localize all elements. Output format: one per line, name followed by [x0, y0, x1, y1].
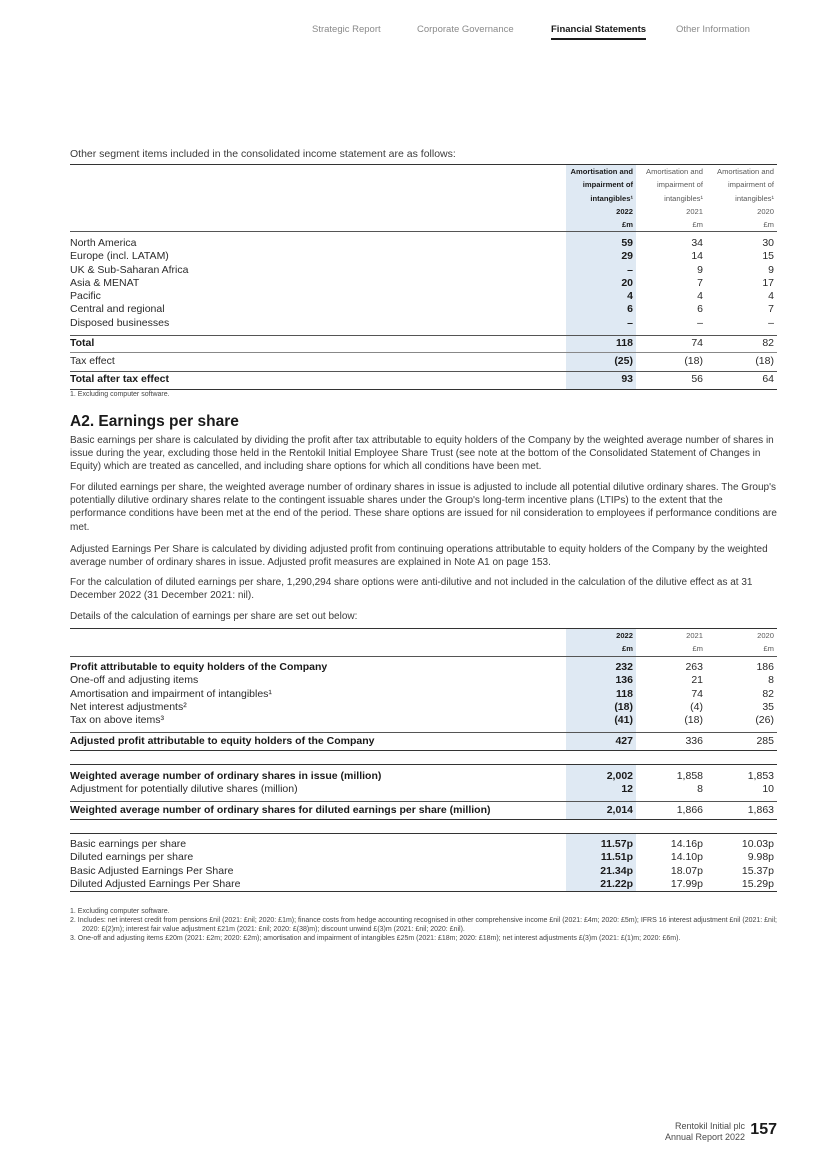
table-row: Amortisation and impairment of intangibles¹ 118 74 82 [70, 687, 774, 700]
eps-footnotes [70, 907, 777, 943]
segment-header-row [70, 165, 777, 232]
eps-paragraph-4: For the calculation of diluted earnings per share, 1,290,294 share options were anti-dilutive and not included in the calculation of the dilutive effect as at 31 December 2022 (31 December 2021: nil). [70, 577, 753, 602]
segment-footnote: 1. Excluding computer software. [70, 391, 170, 398]
table-row: Asia & MENAT 20 7 17 [70, 276, 774, 289]
segment-total-row: Total 118 74 82 [70, 335, 777, 352]
table-row: Adjustment for potentially dilutive shares (million) 12 8 10 [70, 782, 774, 795]
footnote-3: 3. One-off and adjusting items £20m (2021: £2m; 2020: £2m); amortisation and impairment of intangibles £25m (2021: £18m; 2020: £18m); net interest adjustments £(3)m (2021: £(1)m; 2020: £6m). [70, 935, 681, 942]
table-row: Net interest adjustments² (18) (4) 35 [70, 700, 774, 713]
table-row: North America 59 34 30 [70, 236, 774, 249]
top-navigation [0, 24, 825, 38]
nav-financial-statements[interactable]: Financial Statements [551, 24, 647, 35]
eps-paragraph-2: For diluted earnings per share, the weighted average number of ordinary shares in issue is adjusted to include all potential dilutive ordinary shares. The Group's potentially dilutive ordinary shares relate to the contingent issuable shares under the Group's long-term incentive plans (LTIPs) to the extent that the performance conditions have been met at the end of the period. These share options are issued for nil consideration to employees if performance conditions are met. [70, 482, 777, 533]
eps-header-2021: 2021 £m [636, 629, 706, 657]
section-heading: A2. Earnings per share [70, 413, 239, 430]
table-row: Basic earnings per share 11.57p 14.16p 10.03p [70, 838, 774, 851]
segment-table-wrapper [70, 164, 777, 390]
segment-header-2021: Amortisation and impairment of intangibles¹ 2021 £m [636, 165, 706, 232]
nav-other-information[interactable]: Other Information [676, 24, 750, 35]
table-row: Weighted average number of ordinary shares in issue (million) 2,002 1,858 1,853 [70, 769, 774, 782]
nav-strategic-report[interactable]: Strategic Report [312, 24, 381, 35]
eps-adjusted-profit-row: Adjusted profit attributable to equity holders of the Company 427 336 285 [70, 733, 777, 751]
table-row: Profit attributable to equity holders of the Company 232 263 186 [70, 661, 774, 674]
eps-header-2020: 2020 £m [706, 629, 777, 657]
segment-after-tax-row: Total after tax effect 93 56 64 [70, 371, 777, 389]
eps-paragraph-5: Details of the calculation of earnings per share are set out below: [70, 611, 358, 622]
table-row: Diluted Adjusted Earnings Per Share 21.22p 17.99p 15.29p [70, 878, 777, 892]
eps-table [70, 628, 777, 892]
eps-header-2022: 2022 £m [566, 629, 636, 657]
eps-paragraph-1: Basic earnings per share is calculated by dividing the profit after tax attributable to equity holders of the Company by the weighted average number of shares in issue during the year, excluding those held in the Rentokil Initial Employee Share Trust (see note at the bottom of the Consolidated Statement of Changes in Equity) which are treated as cancelled, and including share options for which all conditions have been met. [70, 435, 774, 473]
table-row: Basic Adjusted Earnings Per Share 21.34p 18.07p 15.37p [70, 864, 774, 877]
segment-table [70, 164, 777, 390]
eps-header-row [70, 629, 777, 657]
footnote-1: 1. Excluding computer software. [70, 908, 170, 915]
segment-header-2020: Amortisation and impairment of intangibles¹ 2020 £m [706, 165, 777, 232]
eps-table-wrapper [70, 628, 777, 892]
table-row: Central and regional 6 6 7 [70, 303, 774, 316]
footer-company: Rentokil Initial plc Annual Report 2022 [664, 1121, 745, 1142]
segment-tax-row: Tax effect (25) (18) (18) [70, 352, 777, 371]
table-row: Pacific 4 4 4 [70, 290, 774, 303]
segment-intro: Other segment items included in the consolidated income statement are as follows: [70, 148, 456, 160]
footnote-2: 2. Includes: net interest credit from pensions £nil (2021: £nil; 2020: £1m); finance costs from hedge accounting recognised in other comprehensive income £nil (2021: £4m; 2020: £5m); IFRS 16 interest adjustment £nil (2021: £nil; 2020: £(2)m); interest fair value adjustment £21m (2021: £nil; 2020: £(38)m); discount unwind £(3)m (2021: £nil; 2020: £nil). [70, 917, 777, 933]
segment-header-2022: Amortisation and impairment of intangibles¹ 2022 £m [566, 165, 636, 232]
table-row: Diluted earnings per share 11.51p 14.10p 9.98p [70, 851, 774, 864]
table-row: Tax on above items³ (41) (18) (26) [70, 714, 774, 727]
table-row: Disposed businesses – – – [70, 316, 774, 329]
table-row: Europe (incl. LATAM) 29 14 15 [70, 250, 774, 263]
eps-paragraph-3: Adjusted Earnings Per Share is calculated by dividing adjusted profit from continuing operations attributable to equity holders of the Company by the weighted average number of ordinary shares in issue. Adjusted profit measures are explained in Note A1 on page 153. [70, 544, 768, 569]
page-number: 157 [750, 1121, 777, 1138]
table-row: UK & Sub-Saharan Africa – 9 9 [70, 263, 774, 276]
table-row: One-off and adjusting items 136 21 8 [70, 674, 774, 687]
eps-diluted-shares-row: Weighted average number of ordinary shares for diluted earnings per share (million) 2,014 1,866 1,863 [70, 801, 777, 819]
nav-corporate-governance[interactable]: Corporate Governance [417, 24, 514, 35]
